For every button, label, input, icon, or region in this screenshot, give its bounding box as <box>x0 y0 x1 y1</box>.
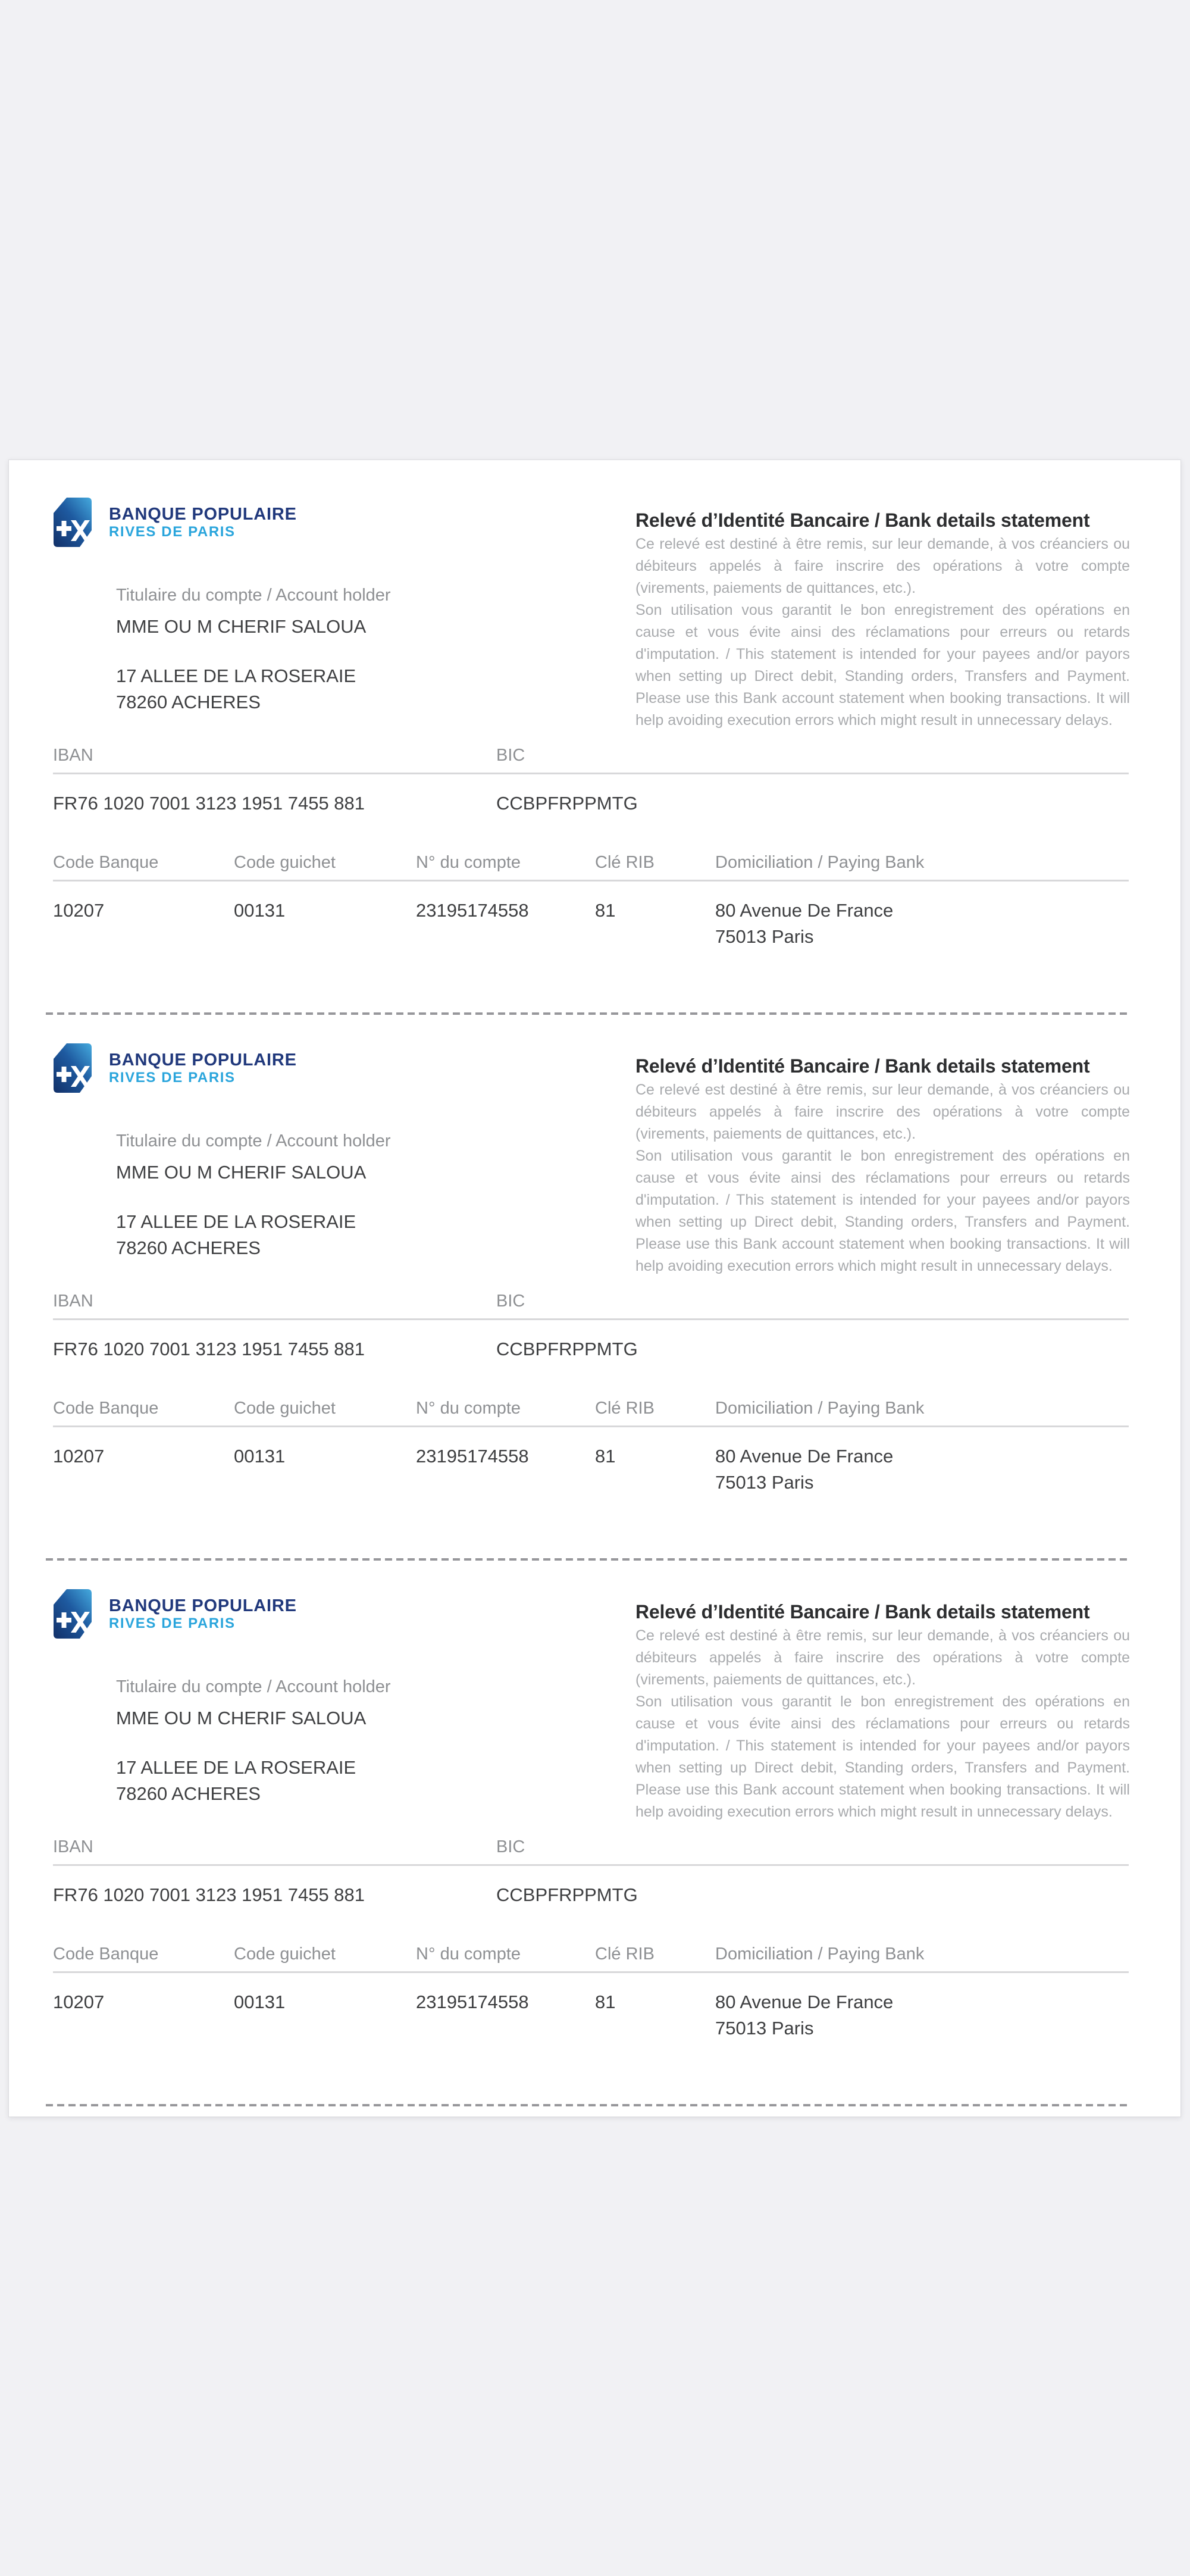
bic-value: CCBPFRPPMTG <box>496 1339 638 1359</box>
header-code-banque: Code Banque <box>53 1944 159 1964</box>
bank-details-table <box>53 1942 1129 2042</box>
brand-name: BANQUE POPULAIRE <box>109 1596 297 1615</box>
value-code-guichet: 00131 <box>234 1992 286 2012</box>
address-line-1: 17 ALLEE DE LA ROSERAIE <box>116 665 356 686</box>
statement-info-column <box>635 1043 1130 1289</box>
value-code-banque: 10207 <box>53 900 105 921</box>
brand-row <box>53 1043 635 1093</box>
divider <box>53 1864 1129 1866</box>
header-numero-compte: N° du compte <box>416 1944 521 1964</box>
header-numero-compte: N° du compte <box>416 853 521 872</box>
domiciliation-line-1: 80 Avenue De France <box>715 1992 894 2012</box>
bic-value: CCBPFRPPMTG <box>496 1884 638 1905</box>
address-line-2: 78260 ACHERES <box>116 1237 261 1258</box>
rib-slip-3 <box>53 1561 1129 2106</box>
value-domiciliation <box>715 1989 1129 2042</box>
table-row <box>53 898 1129 950</box>
slip-header <box>53 497 1129 743</box>
value-code-banque: 10207 <box>53 1446 105 1467</box>
iban-label: IBAN <box>53 1837 93 1856</box>
address-line-1: 17 ALLEE DE LA ROSERAIE <box>116 1211 356 1232</box>
brand-wordmark <box>109 505 297 548</box>
header-numero-compte: N° du compte <box>416 1399 521 1418</box>
brand-row <box>53 1589 635 1639</box>
divider <box>53 880 1129 881</box>
notice-bilingual: Son utilisation vous garantit le bon enregistrement des opérations en cause et vous évite ainsi des réclamations pour erreurs ou retards d'imputation. / This statement is intended for your payees and/or payors when setting up Direct debit, Standing orders, Transfers and Payment. Please use this Bank account statement when booking transactions. It will help avoiding execution errors which might result in unnecessary delays. <box>635 1148 1130 1274</box>
bic-label: BIC <box>496 1837 525 1856</box>
rib-slip-2 <box>53 1015 1129 1561</box>
brand-region: RIVES DE PARIS <box>109 1615 236 1631</box>
value-cle-rib: 81 <box>595 900 616 921</box>
iban-value: FR76 1020 7001 3123 1951 7455 881 <box>53 793 365 814</box>
value-cle-rib: 81 <box>595 1992 616 2012</box>
account-holder-name: MME OU M CHERIF SALOUA <box>116 1162 367 1183</box>
address-line-1: 17 ALLEE DE LA ROSERAIE <box>116 1757 356 1778</box>
iban-label: IBAN <box>53 746 93 765</box>
iban-bic-labels <box>53 743 1129 768</box>
iban-bic-values <box>53 1336 1129 1362</box>
iban-value: FR76 1020 7001 3123 1951 7455 881 <box>53 1339 365 1359</box>
cut-line <box>46 1558 1129 1561</box>
account-holder-name: MME OU M CHERIF SALOUA <box>116 1708 367 1728</box>
slip-header <box>53 1589 1129 1834</box>
statement-info-column <box>635 1589 1130 1834</box>
statement-title: Relevé d’Identité Bancaire / Bank details statement <box>635 1601 1090 1622</box>
address-line-2: 78260 ACHERES <box>116 1783 261 1804</box>
table-row <box>53 1989 1129 2042</box>
domiciliation-line-1: 80 Avenue De France <box>715 900 894 921</box>
banque-populaire-logo <box>53 497 92 548</box>
iban-bic-values <box>53 1882 1129 1908</box>
header-code-banque: Code Banque <box>53 1399 159 1418</box>
statement-title: Relevé d’Identité Bancaire / Bank details statement <box>635 1055 1090 1077</box>
value-code-guichet: 00131 <box>234 900 286 921</box>
header-domiciliation: Domiciliation / Paying Bank <box>715 853 925 872</box>
rib-slip-1 <box>53 460 1129 1015</box>
account-holder-name: MME OU M CHERIF SALOUA <box>116 616 367 637</box>
account-holder-block <box>116 1128 635 1261</box>
iban-value: FR76 1020 7001 3123 1951 7455 881 <box>53 1884 365 1905</box>
account-holder-column <box>53 1589 635 1834</box>
value-code-banque: 10207 <box>53 1992 105 2012</box>
header-cle-rib: Clé RIB <box>595 853 654 872</box>
divider <box>53 1318 1129 1320</box>
account-holder-block <box>116 1674 635 1807</box>
brand-region: RIVES DE PARIS <box>109 1070 236 1086</box>
brand-wordmark <box>109 1051 297 1093</box>
header-code-guichet: Code guichet <box>234 853 336 872</box>
domiciliation-line-1: 80 Avenue De France <box>715 1446 894 1467</box>
domiciliation-line-2: 75013 Paris <box>715 1472 814 1493</box>
cut-line <box>46 2104 1129 2106</box>
table-header-row <box>53 1942 1129 1967</box>
domiciliation-line-2: 75013 Paris <box>715 926 814 947</box>
brand-region: RIVES DE PARIS <box>109 524 236 540</box>
banque-populaire-logo <box>53 1589 92 1639</box>
divider <box>53 1425 1129 1427</box>
header-cle-rib: Clé RIB <box>595 1399 654 1418</box>
domiciliation-line-2: 75013 Paris <box>715 2018 814 2039</box>
value-cle-rib: 81 <box>595 1446 616 1467</box>
iban-bic-labels <box>53 1834 1129 1859</box>
address-line-2: 78260 ACHERES <box>116 692 261 712</box>
rib-page <box>8 459 1181 2117</box>
table-header-row <box>53 850 1129 875</box>
value-numero-compte: 23195174558 <box>416 1446 529 1467</box>
value-domiciliation <box>715 898 1129 950</box>
divider <box>53 773 1129 774</box>
table-header-row <box>53 1396 1129 1421</box>
account-holder-label: Titulaire du compte / Account holder <box>116 1677 391 1696</box>
value-code-guichet: 00131 <box>234 1446 286 1467</box>
bic-value: CCBPFRPPMTG <box>496 793 638 814</box>
notice-french: Ce relevé est destiné à être remis, sur leur demande, à vos créanciers ou débiteurs appelés à faire inscrire des opérations à votre compte (virements, paiements de quittances, etc.). <box>635 1081 1130 1142</box>
brand-row <box>53 497 635 548</box>
brand-name: BANQUE POPULAIRE <box>109 1051 297 1070</box>
bic-label: BIC <box>496 746 525 765</box>
account-holder-block <box>116 583 635 715</box>
header-domiciliation: Domiciliation / Paying Bank <box>715 1944 925 1964</box>
banque-populaire-logo <box>53 1043 92 1093</box>
brand-name: BANQUE POPULAIRE <box>109 505 297 524</box>
account-holder-column <box>53 497 635 743</box>
divider <box>53 1971 1129 1973</box>
bic-label: BIC <box>496 1292 525 1311</box>
statement-title: Relevé d’Identité Bancaire / Bank details statement <box>635 509 1090 531</box>
brand-wordmark <box>109 1597 297 1639</box>
header-code-banque: Code Banque <box>53 853 159 872</box>
bank-details-table <box>53 850 1129 950</box>
notice-french: Ce relevé est destiné à être remis, sur leur demande, à vos créanciers ou débiteurs appelés à faire inscrire des opérations à votre compte (virements, paiements de quittances, etc.). <box>635 536 1130 596</box>
header-code-guichet: Code guichet <box>234 1399 336 1418</box>
value-numero-compte: 23195174558 <box>416 900 529 921</box>
value-domiciliation <box>715 1443 1129 1496</box>
iban-label: IBAN <box>53 1292 93 1311</box>
cut-line <box>46 1012 1129 1015</box>
table-row <box>53 1443 1129 1496</box>
slip-header <box>53 1043 1129 1289</box>
notice-bilingual: Son utilisation vous garantit le bon enregistrement des opérations en cause et vous évite ainsi des réclamations pour erreurs ou retards d'imputation. / This statement is intended for your payees and/or payors when setting up Direct debit, Standing orders, Transfers and Payment. Please use this Bank account statement when booking transactions. It will help avoiding execution errors which might result in unnecessary delays. <box>635 1693 1130 1820</box>
account-holder-label: Titulaire du compte / Account holder <box>116 1131 391 1151</box>
bank-details-table <box>53 1396 1129 1496</box>
iban-bic-values <box>53 790 1129 817</box>
value-numero-compte: 23195174558 <box>416 1992 529 2012</box>
notice-bilingual: Son utilisation vous garantit le bon enregistrement des opérations en cause et vous évite ainsi des réclamations pour erreurs ou retards d'imputation. / This statement is intended for your payees and/or payors when setting up Direct debit, Standing orders, Transfers and Payment. Please use this Bank account statement when booking transactions. It will help avoiding execution errors which might result in unnecessary delays. <box>635 602 1130 729</box>
account-holder-label: Titulaire du compte / Account holder <box>116 586 391 605</box>
statement-info-column <box>635 497 1130 743</box>
header-cle-rib: Clé RIB <box>595 1944 654 1964</box>
header-code-guichet: Code guichet <box>234 1944 336 1964</box>
iban-bic-labels <box>53 1289 1129 1314</box>
header-domiciliation: Domiciliation / Paying Bank <box>715 1399 925 1418</box>
notice-french: Ce relevé est destiné à être remis, sur leur demande, à vos créanciers ou débiteurs appelés à faire inscrire des opérations à votre compte (virements, paiements de quittances, etc.). <box>635 1627 1130 1688</box>
account-holder-column <box>53 1043 635 1289</box>
